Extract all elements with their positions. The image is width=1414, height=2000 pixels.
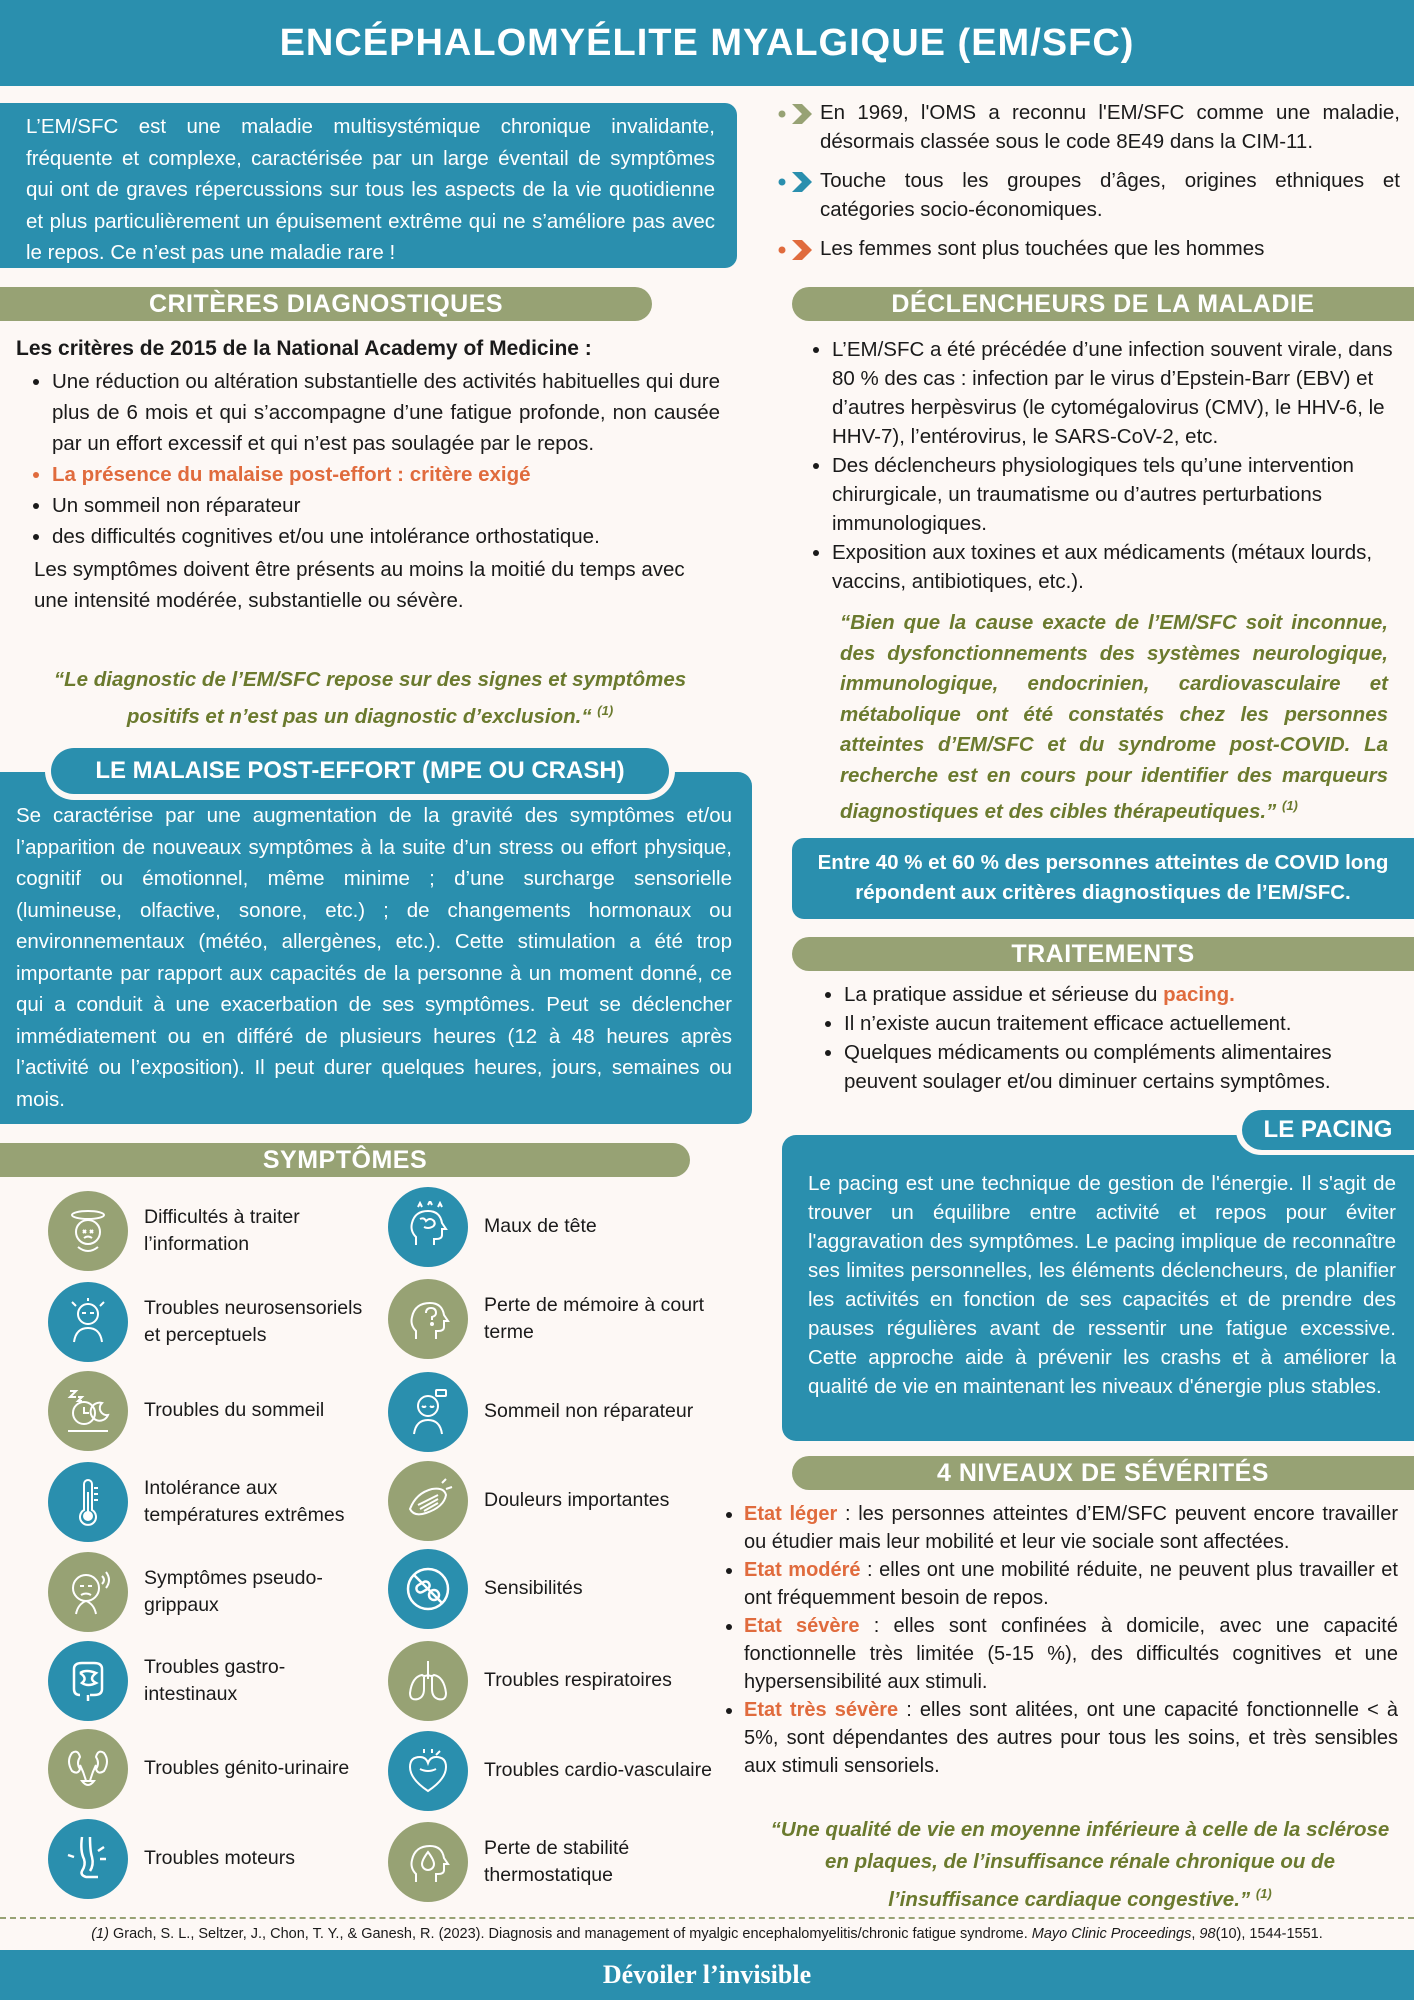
headache-icon [388,1187,468,1267]
symptom-label: Sensibilités [484,1577,583,1600]
fact-item: En 1969, l'OMS a reconnu l'EM/SFC comme une maladie, désormais classée sous le code 8E49 dans la CIM-11. [770,98,1400,156]
symptom-label: Douleurs importantes [484,1489,670,1512]
symptoms-heading: SYMPTÔMES [0,1143,690,1177]
citation-marker: (1) [1282,798,1298,813]
symptom-label: Symptômes pseudo-grippaux [144,1566,323,1616]
symptom-item [388,1549,714,1629]
symptom-item [48,1552,374,1632]
citation-marker: (1) [597,703,614,718]
pacing-box: Le pacing est une technique de gestion de l'énergie. Il s'agit de trouver un équilibre entre activité et repos pour éviter l'aggravation des symptômes. Le pacing implique de reconnaître ses limites personnelles, les éléments déclencheurs, de planifier les activités en fonction de ses capacités et de prendre des pauses régulières avant de ressentir une fatigue excessive. Cette approche aide à prévenir les crashs et à améliorer la qualité de vie en maintenant les niveaux d'énergie plus stables. [782,1135,1414,1441]
chevron-right-icon [778,170,816,194]
treatment-item: • Il n’existe aucun traitement efficace actuellement. [844,1009,1410,1038]
triggers-section [800,335,1404,596]
symptom-item [388,1461,714,1541]
sleep-clock-icon [48,1371,128,1451]
severity-heading: 4 NIVEAUX DE SÉVÉRITÉS [792,1456,1414,1490]
covid-box: Entre 40 % et 60 % des personnes atteintes de COVID long répondent aux critères diagnostiques de l’EM/SFC. [792,838,1414,919]
person-senses-icon [48,1282,128,1362]
symptom-item [388,1731,714,1811]
treatments-section [810,980,1410,1096]
intro-box: L’EM/SFC est une maladie multisystémique chronique invalidante, fréquente et complexe, caractérisée par un large éventail de symptômes qui ont de graves répercussions sur tous les aspects de la vie quotidienne et plus particulièrement un épuisement extrême qui ne s’améliore pas avec le repos. Ce n’est pas une maladie rare ! [0,103,737,268]
fact-item: Touche tous les groupes d’âges, origines ethniques et catégories socio-économiques. [770,166,1400,224]
thermometer-icon [48,1462,128,1542]
criteria-subtitle: Les critères de 2015 de la National Academy of Medicine : [16,337,592,360]
criteria-list [16,366,720,552]
leg-pain-icon [48,1819,128,1899]
symptom-label: Troubles respiratoires [484,1669,672,1692]
triggers-list [800,335,1404,596]
treatment-item: • La pratique assidue et sérieuse du pacing. [844,980,1410,1009]
symptom-label: Troubles gastro-intestinaux [144,1655,286,1705]
chevron-right-icon [778,102,816,126]
symptom-label: Intolérance aux températures extrêmes [144,1476,345,1526]
head-dizzy-icon [48,1191,128,1271]
mpe-box: Se caractérise par une augmentation de la gravité des symptômes et/ou l’apparition de nouveaux symptômes à la suite d’un stress ou effort physique, cognitif ou émotionnel, même minime ; d’une surcharge sensorielle (lumineuse, olfactive, sonore, etc.) ; de changements hormonaux ou environnementaux (météo, allergènes, etc.). Cette stimulation a été trop importante par rapport aux capacités de la personne à un moment donné, ce qui a conduit à une exacerbation de ses symptômes. Peut se déclencher immédiatement ou en différé de plusieurs heures (12 à 48 heures après l’activité ou l’exposition). Il peut durer quelques heures, jours, semaines ou mois. [0,772,752,1124]
trigger-item: • Exposition aux toxines et aux médicaments (métaux lourds, vaccins, antibiotiques, etc.). [832,538,1404,596]
symptom-item [48,1729,374,1809]
kidneys-icon [48,1729,128,1809]
symptom-label: Sommeil non réparateur [484,1400,694,1423]
symptom-item [48,1641,374,1721]
severity-section [712,1500,1398,1780]
triggers-quote: “Bien que la cause exacte de l’EM/SFC soit inconnue, des dysfonctionnements des systèmes neurologique, immunologique, endocrinien, cardiovasculaire et métabolique ont été constatés chez les personnes atteintes d’EM/SFC et du syndrome post-COVID. La recherche est en cours pour identifier des marqueurs diagnostiques et des cibles thérapeutiques.” $^{(1)}$ [840,611,1388,823]
treatment-item: • Quelques médicaments ou compléments alimentaires peuvent soulager et/ou diminuer certains symptômes. [844,1038,1410,1096]
trigger-item: • L’EM/SFC a été précédée d’une infection souvent virale, dans 80 % des cas : infection par le virus d’Epstein-Barr (EBV) et d’autres herpèsvirus (le cytomégalovirus (CMV), le HHV-6, le HHV-7), l’entérovirus, le SARS-CoV-2, etc. [832,335,1404,451]
chevron-right-icon [778,238,816,262]
symptom-label: Troubles cardio-vasculaire [484,1759,712,1782]
citation-marker: (1) [1255,1886,1272,1901]
facts-list [770,98,1400,273]
pacing-heading: LE PACING [1242,1110,1414,1150]
symptom-label: Perte de mémoire à court terme [484,1293,705,1343]
criteria-item: • des difficultés cognitives et/ou une intolérance orthostatique. [52,521,720,552]
triggers-heading: DÉCLENCHEURS DE LA MALADIE [792,287,1414,321]
symptom-item [388,1187,714,1267]
symptom-item [48,1462,374,1542]
muscle-pain-icon [388,1461,468,1541]
page-title: ENCÉPHALOMYÉLITE MYALGIQUE (EM/SFC) [0,0,1414,86]
criteria-quote: “Le diagnostic de l’EM/SFC repose sur des signes et symptômes positifs et n’est pas un diagnostic d’exclusion.“ $^{(1)}$ [53,668,687,728]
symptom-label: Troubles génito-urinaire [144,1757,350,1780]
divider [0,1917,1414,1919]
severity-item: • Etat modéré : elles ont une mobilité réduite, ne peuvent plus travailler et ont fréquemment besoin de repos. [744,1556,1398,1612]
symptom-label: Perte de stabilité thermostatique [484,1836,630,1886]
fact-item: Les femmes sont plus touchées que les hommes [770,234,1400,263]
memory-head-icon [388,1279,468,1359]
tired-person-icon [388,1372,468,1452]
symptom-item [388,1641,714,1721]
treatments-list [810,980,1410,1096]
severity-item: • Etat sévère : elles sont confinées à domicile, avec une capacité fonctionnelle très limitée (5-15 %), des difficultés cognitives et une hypersensibilité aux stimuli. [744,1612,1398,1696]
footer-tagline: Dévoiler l’invisible [0,1950,1414,2000]
criteria-item: • Une réduction ou altération substantielle des activités habituelles qui dure plus de 6 mois et qui s’accompagne d’une fatigue profonde, non causée par un effort excessif et qui n’est pas soulagée par le repos. [52,366,720,459]
reference: (1) Grach, S. L., Seltzer, J., Chon, T. Y., & Ganesh, R. (2023). Diagnosis and management of myalgic encephalomyelitis/chronic fatigue syndrome. Mayo Clinic Proceedings, 98(10), 1544-1551. [91,1926,1323,1942]
no-pills-icon [388,1549,468,1629]
criteria-section [16,333,720,616]
mpe-heading: LE MALAISE POST-EFFORT (MPE OU CRASH) [51,748,669,794]
pacing-highlight: pacing. [1163,983,1235,1006]
intestines-icon [48,1641,128,1721]
criteria-note: Les symptômes doivent être présents au moins la moitié du temps avec une intensité modérée, substantielle ou sévère. [34,558,685,612]
severity-item: • Etat très sévère : elles sont alitées, ont une capacité fonctionnelle < à 5%, sont dépendantes des autres pour tous les soins, et très sensibles aux stimuli sensoriels. [744,1696,1398,1780]
head-drop-icon [388,1822,468,1902]
mpe-heading-pill [45,742,675,800]
symptom-item [388,1372,714,1452]
treatments-heading: TRAITEMENTS [792,937,1414,971]
criteria-item: • Un sommeil non réparateur [52,490,720,521]
symptom-label: Troubles neurosensoriels et perceptuels [144,1296,363,1346]
symptom-item [48,1371,374,1451]
severity-list [712,1500,1398,1780]
symptom-label: Maux de tête [484,1215,597,1238]
symptom-item [388,1822,714,1902]
criteria-item-required: • La présence du malaise post-effort : critère exigé [52,459,720,490]
symptom-label: Difficultés à traiter l’information [144,1205,300,1255]
trigger-item: • Des déclencheurs physiologiques tels qu’une intervention chirurgicale, un traumatisme ou d’autres perturbations immunologiques. [832,451,1404,538]
criteria-heading: CRITÈRES DIAGNOSTIQUES [0,287,652,321]
symptom-label: Troubles du sommeil [144,1399,325,1422]
pacing-heading-pill [1236,1105,1414,1155]
symptom-item [48,1282,374,1362]
severity-item: • Etat léger : les personnes atteintes d’EM/SFC peuvent encore travailler ou étudier mais leur mobilité et leur vie sociale sont affectées. [744,1500,1398,1556]
lungs-icon [388,1641,468,1721]
symptom-item [48,1819,374,1899]
severity-quote: “Une qualité de vie en moyenne inférieure à celle de la sclérose en plaques, de l’insuffisance rénale chronique ou de l’insuffisance cardiaque congestive.” $^{(1)}$ [770,1818,1390,1911]
symptom-item [388,1279,714,1359]
sick-face-icon [48,1552,128,1632]
symptom-item [48,1191,374,1271]
heart-icon [388,1731,468,1811]
symptom-label: Troubles moteurs [144,1847,296,1870]
